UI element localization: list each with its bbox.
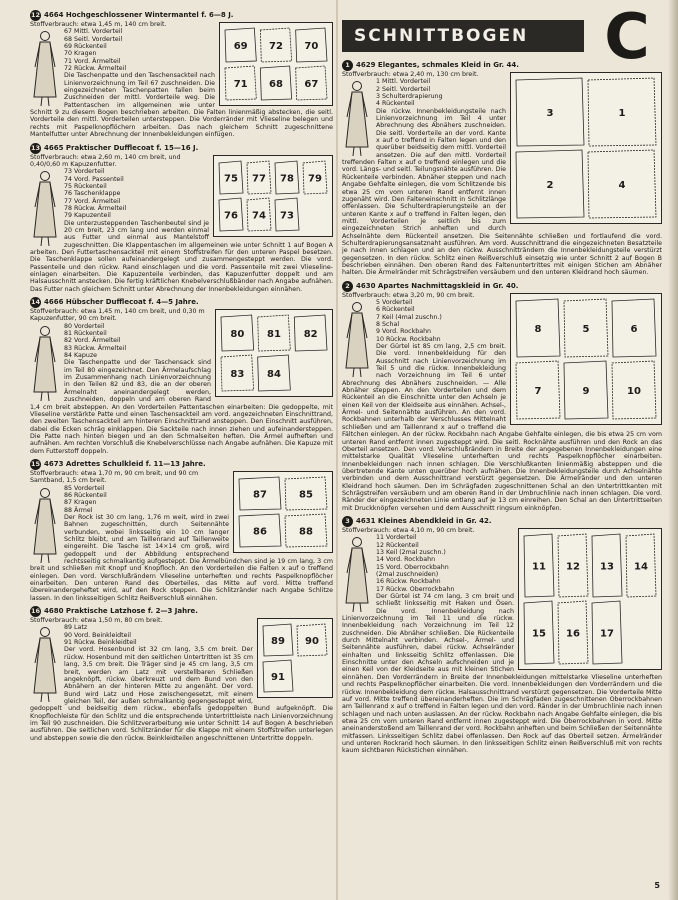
pattern-piece: [626, 534, 656, 597]
pattern-piece-list-item: 68 Seitl. Vorderteil: [64, 35, 123, 43]
pattern-piece: [263, 660, 293, 692]
sewing-instructions: Der Gürtel ist 85 cm lang, 2,5 cm breit. Die vord. Innenbekleidung für den Ausschnitt nach Linienvorzeichnung im Teil 5 und die rückw. Innenbekleidung nach Vorzeichnung im Teil 6 unter Abrechnung des Abnähers zuschneiden. — Alle Abnäher steppen. An den Vorderteilen und dem Rückenteil an die Einschnitte unter den Achseln je einen Keil von der Kleidseite aus einnähen. Achsel-, Ärmel- und Seitennähte ausführen. An den vord. Rockbahnen unterhalb der Verschlusses Mittelnaht schließen und am Taillenrand x auf o treffend die Fältchen einlegen. An der rückw. Rockbahn nach Angabe Gehfalte einlegen, die bis etwa 25 cm vom unteren Rand entfernt innen zugesteppt wird. Die seitl. Rocknähte ausführen und den Rock an das Oberteil ansetzen. Den vord. Verschlußrändern in Breite der angegebenen Innenbekleidungen eine mittelstarke Qualität Vlieseline unterheften und rechts Paspelknopflöcher einarbeiten. Innenbekleidungen nach innen schlagen. Die Verschlußkanten linienmäßig absteppen und die übertretende Kante unten querüber hoch aufnähen. Die Innenbekleidungsteile durch Achselnähte verbinden und dem Ausschnittrand verstürzt gegensetzen. Die Ärmelränder und den unteren Kleidrand hoch säumen. Den im Schrägfaden zugeschnittenen Schal an den Untertrittkanten mit Schrägstreifen versäubern und am oberen Rand in der Umbruchlinie nach innen schlagen. Die vord. Ränder der eingezeichneten Linie entlang auf je 13 cm einreihen. Den Schal an den Untertrittseiten mit Druckknöpfen versehen und dem Ausschnitt ringsum einknöpfen.: [342, 343, 662, 512]
pattern-piece-list-item: 87 Kragen: [64, 499, 97, 507]
pattern-piece-number: 86: [253, 526, 267, 538]
pattern-piece-number: 84: [267, 369, 281, 381]
pattern-piece: [296, 28, 327, 62]
pattern-piece: [263, 624, 293, 656]
fashion-figure-illustration: [30, 486, 60, 564]
entry-heading: [30, 606, 333, 617]
pattern-piece-list-item: 67 Mittl. Vorderteil: [64, 28, 123, 36]
pattern-piece-list-item: 74 Vord. Passenteil: [64, 175, 124, 183]
pattern-piece-number: 87: [253, 489, 267, 501]
page-gutter: [336, 0, 338, 900]
pattern-piece-number: 85: [299, 489, 313, 501]
entry-title: 4664 Hochgeschlossener Wintermantel f. 6—8 J.: [44, 11, 234, 19]
fashion-figure-illustration: [30, 29, 60, 107]
pattern-piece-number: 75: [224, 173, 238, 184]
entry-number-badge: 1: [342, 60, 353, 71]
pattern-piece-number: 13: [600, 561, 614, 573]
pattern-piece: [247, 198, 271, 231]
pattern-piece: [247, 161, 271, 194]
entry-title: 4630 Apartes Nachmittagskleid in Gr. 40.: [356, 281, 519, 290]
entry-heading: [342, 60, 662, 71]
pattern-piece-list-item: 10 Rückw. Rockbahn: [376, 335, 441, 343]
entry-number-badge: 16: [30, 607, 41, 616]
sewing-instructions: Die rückw. Innenbekleidungsteile nach Linienvorzeichnung im Teil 4 unter Abrechnung des Abnähers zuschneiden. Die seitl. Vorderteile an der vord. Kante x auf o treffend in Falten legen und den querüber beidseitig dem mittl. Vorderteil ansetzen. Die auf den mittl. Vorderteil treffenden Falten x auf o treffend einlegen und die vord. Längs- und seitl. Teilungsnähte ausführen. Die Rückenteile verbinden. Abnäher steppen und nach Angabe Gehfalte einlegen, die vom Schlitzende bis etwa 25 cm vom unteren Rand entfernt innen zugenäht wird. Den Falteneinschnitt in Schlitzlänge offenlassen. Die Schulterdrapierungsteile an der unteren Kante x auf o treffend in Falten legen, den mittl. Vorderteilen je seitlich bis zum eingezeichneten Strich anheften und durch Achselnähte dem Rückenteil ansetzen. Die Seitennähte schließen und fortlaufend die vord. Schulterdrapierungsansatznaht ausführen. Am vord. Ausschnittrand die eingezeichneten Besatzteile je nach innen schlagen und an den rückw. Ausschnitträndern die Innenbekleidungsteile verstürzt gegensetzen. In den rückw. Schlitz einen Reißverschluß einsetzig wie unter Schnitt 2 auf Bogen B beschrieben einnähen. Den oberen Rand des Faltenuntertrittes mit einigen Stichen am Abnäher halten. Die Ärmelränder mit Schrägstreifen versäubern und den unteren Kleidrand hoch säumen.: [342, 107, 662, 277]
entry-number-badge: 13: [30, 143, 41, 152]
pattern-piece: [516, 299, 560, 357]
fashion-figure-illustration: [342, 79, 372, 157]
pattern-piece-number: 90: [305, 636, 319, 648]
pattern-piece: [588, 150, 656, 218]
pattern-piece-number: 16: [566, 628, 580, 640]
pattern-piece: [221, 355, 254, 391]
pattern-entry: [30, 297, 333, 455]
pattern-piece: [516, 78, 584, 146]
entry-number-badge: 14: [30, 298, 41, 307]
pattern-piece-number: 2: [546, 180, 554, 191]
pattern-piece-number: 1: [618, 108, 626, 119]
pattern-entry: [342, 60, 662, 277]
pattern-piece-list-item: 12 Rückenteil: [376, 541, 419, 549]
fabric-requirement: Stoffverbrauch: etwa 3,20 m, 90 cm breit.: [342, 291, 475, 299]
pattern-piece-number: 68: [269, 79, 283, 90]
fabric-requirement: Stoffverbrauch: etwa 1,50 m, 80 cm breit.: [30, 617, 163, 625]
sewing-instructions: Der Rock ist 30 cm lang, 1,76 m weit, wird in zwei Bahnen zugeschnitten, durch Seitennähte verbunden, wobei linksseitig ein 10 cm langer Schlitz bleibt, und am Taillenrand auf Taillenweite eingereiht. Die Tasche ist 14×14 cm groß, wird gedoppelt und der Abbildung entsprechend rechtsseitig schmalkantig aufgesteppt. Die Ärmelbündchen sind je 19 cm lang, 3 cm breit und schließen mit Knopf und Knopfloch. An den Vorderteilen die Falten x auf o treffend einlegen. Den vord. Verschlußrändern Vlieseline unterheften und rechts Paspelknopflöcher einarbeiten. Den unteren Rand des Oberteiles, das Mitte auf vord. Mitte treffend übereinandergeheftet wird, auf den Rock steppen. Die Schlitzränder nach Angabe Schlitze lassen. In den linksseitigen Schlitz Reißverschluß einnähen.: [30, 513, 333, 602]
entry-title: 4673 Adrettes Schulkleid f. 11—13 Jahre.: [44, 459, 206, 468]
pattern-piece: [297, 624, 327, 656]
sewing-instructions: Die Taschenpatte und den Taschensackteil nach Linienvorzeichnung im Teil 67 zuschneiden. Die eingezeichneten Taschenpatten fallen beim Zuschneiden der mittl. Vorderteile weg. Die Pattentaschen im allgemeinen wie unter Schnitt 9 zu diesem Bogen beschrieben arbeiten. Die Falten linienmäßig abstecken, die seitl. Vorderteile den mittl. Vorderteilen untersteppen. Die Vorderränder mit Vlieseline belegen und rechts mit Paspelknopflöchern arbeiten. Das nach gleichem Schnitt zugeschnittene Mantelfutter unter Abrechnung der Innenbekleidungen einfügen.: [30, 72, 333, 139]
fabric-requirement: Stoffverbrauch: etwa 2,60 m, 140 cm breit, und 0,40/0,60 m Kapuzenfutter.: [30, 153, 181, 168]
pattern-piece-list-item: 85 Vorderteil: [64, 484, 105, 492]
pattern-piece: [588, 78, 656, 146]
entry-heading: [30, 143, 333, 154]
pattern-piece-list-item: 79 Kapuzenteil: [64, 212, 111, 220]
pattern-entry: [342, 281, 662, 512]
pattern-piece-number: 89: [271, 636, 285, 648]
pattern-piece: [275, 161, 299, 194]
pattern-piece-number: 67: [304, 79, 319, 90]
sewing-instructions: Die unterzusteppenden Taschenbeutel sind je 20 cm breit, 23 cm lang und werden einmal aus Futter und einmal aus Mantelstoff zugeschnitten. Die Klappentaschen im allgemeinen wie unter Schnitt 1 auf Bogen A arbeiten. Den Futtertaschensackteil mit einem Stoffstreifen für den unteren Paspel besetzen. Die Taschenklappe sollen aufeinandergelegt und zusammengesteppt werden. Die vord. Passenteile und den rückw. Rand einschlagen und die vord. Passenteile mit zwei Vlieseline-einlagen einarbeiten. Die Kapuzenteile verbinden, das Kapuzenfutter doppelt und am Halsausschnitt anstecken. Die fertig kräftlichen Knebelverschlußbänder nach Angabe aufnähen. Das Futter nach gleichem Schnitt unter Abrechnung der Innenbekleidungen einnähen.: [30, 219, 333, 293]
pattern-piece-list-item: 71 Vord. Ärmelteil: [64, 57, 121, 65]
entry-title: 4629 Elegantes, schmales Kleid in Gr. 44.: [356, 61, 519, 69]
pattern-piece: [558, 601, 588, 664]
pattern-piece-list-item: 7 Keil (4mal zuschn.): [376, 313, 442, 321]
pattern-piece: [294, 315, 327, 351]
pattern-piece: [612, 361, 656, 419]
fabric-requirement: Stoffverbrauch: etwa 1,45 m, 140 cm breit, und 0,30 m Kapuzenfutter, 90 cm breit.: [30, 308, 205, 323]
pattern-piece: [285, 477, 327, 510]
entry-heading: [30, 459, 333, 470]
pattern-piece: [239, 514, 281, 547]
page-number: 5: [654, 881, 660, 890]
fashion-figure-illustration: [30, 169, 60, 247]
fabric-requirement: Stoffverbrauch: etwa 1,45 m, 140 cm breit.: [30, 21, 167, 28]
pattern-piece-number: 11: [532, 561, 546, 573]
pattern-layout-diagram: [215, 309, 333, 397]
pattern-piece-number: 74: [252, 210, 266, 221]
sewing-instructions: Der vord. Hosenbund ist 32 cm lang, 3,5 cm breit. Der rückw. Hosenbund mit den seitlichen Untertritten ist 35 cm lang, 3,5 cm breit. Die Träger sind je 45 cm lang, 3,5 cm breit, werden am Latz mit verstellbaren Schließen angeknöpft, rückw. überkreuzt und dem Bund von den Abnähern an der hinteren Mitte zu angenäht. Der vord. Bund wird Latz und Hose zwischengesetzt, mit einem gleichen Teil, der außen schmalkantig gegengesteppt wird, gedoppelt und beidseitig dem rückw., ebenfalls gedoppelten Bund aufgeknöpft. Die Knopflochleiste für den Schlitz und die entsprechende Untertrittleiste nach Linienvorzeichnung im Teil 90 zuschneiden. Die Schlitzverarbeitung wie unter Schnitt 14 auf Bogen A beschrieben ausführen. Die seitlichen vord. Schlitzränder für die Klappe mit einem Stoffstreifen unterlegen und absteppen sowie die den rückw. Beinkleidteilen angeschnittenen Untertritte doppeln.: [30, 646, 333, 742]
right-column: [342, 10, 662, 888]
pattern-piece: [219, 198, 243, 231]
pattern-piece-number: 88: [299, 526, 313, 538]
pattern-piece: [275, 198, 299, 231]
pattern-piece-number: 3: [546, 108, 554, 119]
pattern-piece-number: 12: [566, 561, 580, 573]
pattern-piece-number: 82: [303, 329, 318, 341]
pattern-piece-list-item: 11 Vorderteil: [376, 534, 417, 542]
pattern-piece-list-item: 73 Vorderteil: [64, 168, 105, 176]
pattern-piece-number: 69: [233, 41, 248, 52]
pattern-piece: [260, 28, 291, 62]
pattern-piece: [225, 28, 256, 62]
right-column-entries: [342, 60, 662, 755]
pattern-entry: [30, 10, 333, 139]
entry-heading: [30, 10, 333, 21]
pattern-piece-list-item: 77 Vord. Ärmelteil: [64, 197, 121, 205]
pattern-piece-number: 6: [630, 323, 638, 335]
pattern-piece-number: 76: [224, 210, 238, 221]
pattern-piece-list-item: 17 Rückw. Oberrockbahn: [376, 585, 455, 593]
pattern-piece: [296, 66, 327, 100]
pattern-piece-list-item: 5 Vorderteil: [376, 298, 413, 306]
pattern-piece-list-item: 89 Latz: [64, 624, 88, 632]
pattern-piece: [219, 161, 243, 194]
fabric-requirement: Stoffverbrauch: etwa 1,70 m, 90 cm breit, und 90 cm Samtband, 1,5 cm breit.: [30, 469, 199, 485]
pattern-piece-list-item: 69 Rückenteil: [64, 43, 107, 51]
sewing-instructions: Der Gürtel ist 74 cm lang, 3 cm breit und schließt linksseitig mit Haken und Ösen. Die vord. Innenbekleidung nach Linienvorzeichnung im Teil 11 und die rückw. Innenbekleidung nach Vorzeichnung im Teil 12 zuschneiden. Die Abnäher schließen. Die Rückenteile durch Mittelnaht verbinden. Achsel-, Ärmel- und Seitennähte ausführen, dabei rückw. Achselränder einhalten und linksseitig Schlitz offenlassen. Die Einschnitte unter den Achseln aufschneiden und je einen Keil von der Kleidseite aus mit kleinen Stichen einnähen. Den Vorderrändern in Breite der Innenbekleidungen mittelstarke Vlieseline unterheften und rechts Paspelknopflöcher einarbeiten. Die vord. Innenbekleidungen den Vorderrändern und die rückw. Innenbekleidung dem rückw. Halsausschnittrand verstürzt gegensetzen. Die Vorderteile Mitte auf vord. Mitte treffend übereinanderheften. Die im Schrägfaden zugeschnittenen Oberrockbahnen am Taillenrand x auf o treffend in Falten legen und den vord. Ränder in der Umbruchlinie nach innen schlagen und nach unten auslassen. An der rückw. Rockbahn nach Angabe Gehfalte einlegen, die bis etwa 25 cm vom unteren Rand entfernt innen zugesteppt wird. Die Oberrockbahnen in vord. Mitte aneinanderstoßend am Taillenrand der vord. Rockbahn anheften und beim Schließen der Seitennähte mitfassen. Linksseitigen Schlitz dabei offenlassen. Den Rock auf das Oberteil setzen. Ärmelränder und unteren Rockrand hoch säumen. In den linksseitigen Schlitz einen Reißverschluß mit von rechts kaum sichtbaren Rückstichen einnähen.: [342, 593, 662, 755]
pattern-piece-list-item: 86 Rückenteil: [64, 491, 107, 499]
pattern-entry: [30, 606, 333, 742]
entry-number-badge: 3: [342, 516, 353, 527]
pattern-piece-list-item: 70 Kragen: [64, 50, 97, 58]
pattern-piece-list-item: 15 Vord. Oberrockbahn: [376, 563, 449, 571]
banner-letter: C: [604, 10, 650, 73]
pattern-piece: [285, 514, 327, 547]
pattern-piece-number: 78: [280, 173, 294, 184]
pattern-piece: [260, 66, 291, 100]
pattern-piece-number: 81: [267, 329, 281, 341]
fashion-figure-illustration: [342, 535, 372, 613]
pattern-piece-number: 72: [269, 41, 283, 52]
pattern-piece-list-item: 16 Rückw. Rockbahn: [376, 578, 441, 586]
pattern-piece: [303, 161, 327, 194]
pattern-entry: [342, 516, 662, 755]
pattern-piece-list-item: 90 Vord. Beinkleidteil: [64, 631, 131, 639]
pattern-layout-diagram: [233, 471, 333, 553]
entry-number-badge: 12: [30, 11, 41, 19]
pattern-piece-list-item: 75 Rückenteil: [64, 182, 107, 190]
entry-heading: [342, 516, 662, 527]
pattern-piece-number: 15: [532, 628, 546, 640]
pattern-piece-number: 91: [271, 672, 285, 684]
pattern-piece-number: 14: [634, 561, 648, 573]
entry-title: 4680 Praktische Latzhose f. 2—3 Jahre.: [44, 607, 198, 616]
pattern-entry: [30, 459, 333, 602]
pattern-piece-number: 70: [304, 41, 319, 52]
pattern-piece-list-item: 3 Schulterdrapierung: [376, 93, 443, 101]
pattern-piece: [592, 534, 622, 597]
fashion-figure-illustration: [342, 300, 372, 378]
pattern-piece-number: 9: [582, 385, 590, 397]
pattern-piece-number: 7: [534, 385, 542, 397]
entry-title: 4665 Praktischer Dufflecoat f. 15—16 J.: [44, 143, 199, 152]
pattern-piece-list-item: 1 Mittl. Vorderteil: [376, 78, 431, 86]
pattern-piece: [612, 299, 656, 357]
pattern-piece-list-item: 72 Rückw. Ärmelteil: [64, 65, 127, 73]
fashion-figure-illustration: [30, 625, 60, 703]
pattern-piece: [258, 355, 291, 391]
pattern-piece: [516, 150, 584, 218]
pattern-piece: [564, 299, 608, 357]
pattern-piece-list-item: 2 Seitl. Vorderteil: [376, 85, 431, 93]
pattern-piece-list-item: (2mal zuschneiden): [376, 571, 439, 578]
pattern-piece-list-item: 84 Kapuze: [64, 352, 98, 360]
pattern-piece-number: 71: [233, 79, 248, 90]
pattern-layout-diagram: [257, 618, 333, 698]
pattern-piece: [564, 361, 608, 419]
pattern-piece-number: 77: [252, 173, 266, 184]
pattern-piece-list-item: 81 Rückenteil: [64, 330, 107, 338]
pattern-piece-list-item: 6 Rückenteil: [376, 306, 415, 314]
pattern-piece-number: 79: [308, 173, 322, 184]
entry-number-badge: 15: [30, 459, 41, 468]
sewing-instructions: Die Taschenpatte und der Taschensack sind im Teil 80 eingezeichnet. Den Ärmelaufschlag im Zusammenhang nach Linienvorzeichnung in den Teilen 82 und 83, die an der oberen Ärmelnaht aneinandergelegt werden, zuschneiden, doppeln und am oberen Rand 1,4 cm breit absteppen. An den Vorderteilen Pattentaschen einarbeiten: Die gedoppelte, mit Vlieseline verstärkte Patte und einen Taschensackteil am vord. angezeichneten Einschnittrand, den zweiten Taschensackteil am hinteren Einschnittrand ansteppen. Den Einschnitt ausführen, dabei die Ecken schräg einklappen. Die Sackteile nach innen ziehen und aufeinandersteppen. Die Patte nach hinten biegen und an den Schmalseiten heften. Die Ärmel aufheften und aufnähen. Am rechten Vorschluß die Knebelverschlüsse nach Angabe aufnähen. Die Kapuze mit dem Futterstoff doppeln.: [30, 359, 333, 455]
left-column: [30, 10, 333, 888]
pattern-piece-number: 83: [230, 369, 245, 381]
fabric-requirement: Stoffverbrauch: etwa 4,10 m, 90 cm breit.: [342, 526, 475, 534]
pattern-layout-diagram: [510, 72, 662, 224]
pattern-piece-number: 5: [582, 323, 590, 335]
fashion-figure-illustration: [30, 324, 60, 402]
pattern-piece: [239, 477, 281, 510]
pattern-piece-list-item: 4 Rückenteil: [376, 100, 415, 108]
pattern-layout-diagram: [213, 155, 333, 237]
pattern-piece: [225, 66, 256, 100]
pattern-piece-number: 73: [280, 210, 294, 221]
pattern-piece-list-item: 8 Schal: [376, 321, 400, 328]
entry-title: 4666 Hübscher Dufflecoat f. 4—5 Jahre.: [44, 298, 199, 307]
pattern-piece-number: 10: [627, 385, 641, 397]
pattern-piece-list-item: 78 Rückw. Ärmelteil: [64, 204, 127, 212]
pattern-piece-list-item: 13 Keil (2mal zuschn.): [376, 548, 446, 556]
pattern-piece-list-item: 14 Vord. Rockbahn: [376, 556, 436, 564]
pattern-piece-number: 8: [534, 323, 542, 335]
pattern-piece: [592, 601, 622, 664]
pattern-piece-number: 17: [600, 628, 614, 640]
entry-heading: [30, 297, 333, 308]
pattern-piece-list-item: 80 Vorderteil: [64, 322, 105, 330]
fabric-requirement: Stoffverbrauch: etwa 2,40 m, 130 cm breit.: [342, 71, 479, 78]
pattern-layout-diagram: [518, 528, 662, 670]
pattern-piece-number: 4: [618, 180, 626, 191]
pattern-piece-list-item: 91 Rückw. Beinkleidteil: [64, 639, 137, 647]
pattern-piece: [516, 361, 560, 419]
pattern-layout-diagram: [510, 293, 662, 425]
pattern-piece-list-item: 83 Rückw. Ärmelteil: [64, 344, 127, 352]
entry-heading: [342, 281, 662, 292]
pattern-piece-list-item: 76 Taschenklappe: [64, 190, 121, 198]
pattern-piece: [524, 601, 554, 664]
pattern-piece-list-item: 9 Vord. Rockbahn: [376, 328, 432, 336]
entry-number-badge: 2: [342, 281, 353, 292]
pattern-piece-number: 80: [230, 329, 245, 341]
pattern-entry: [30, 143, 333, 294]
banner-title: SCHNITTBOGEN: [342, 20, 584, 52]
pattern-layout-diagram: [219, 22, 333, 106]
pattern-piece: [558, 534, 588, 597]
pattern-piece-list-item: 82 Vord. Ärmelteil: [64, 337, 121, 345]
pattern-piece: [524, 534, 554, 597]
page-edge-shadow: [668, 0, 678, 900]
pattern-piece: [221, 315, 254, 351]
pattern-piece-list-item: 88 Ärmel: [64, 506, 93, 514]
entry-title: 4631 Kleines Abendkleid in Gr. 42.: [356, 516, 492, 525]
pattern-piece: [258, 315, 291, 351]
